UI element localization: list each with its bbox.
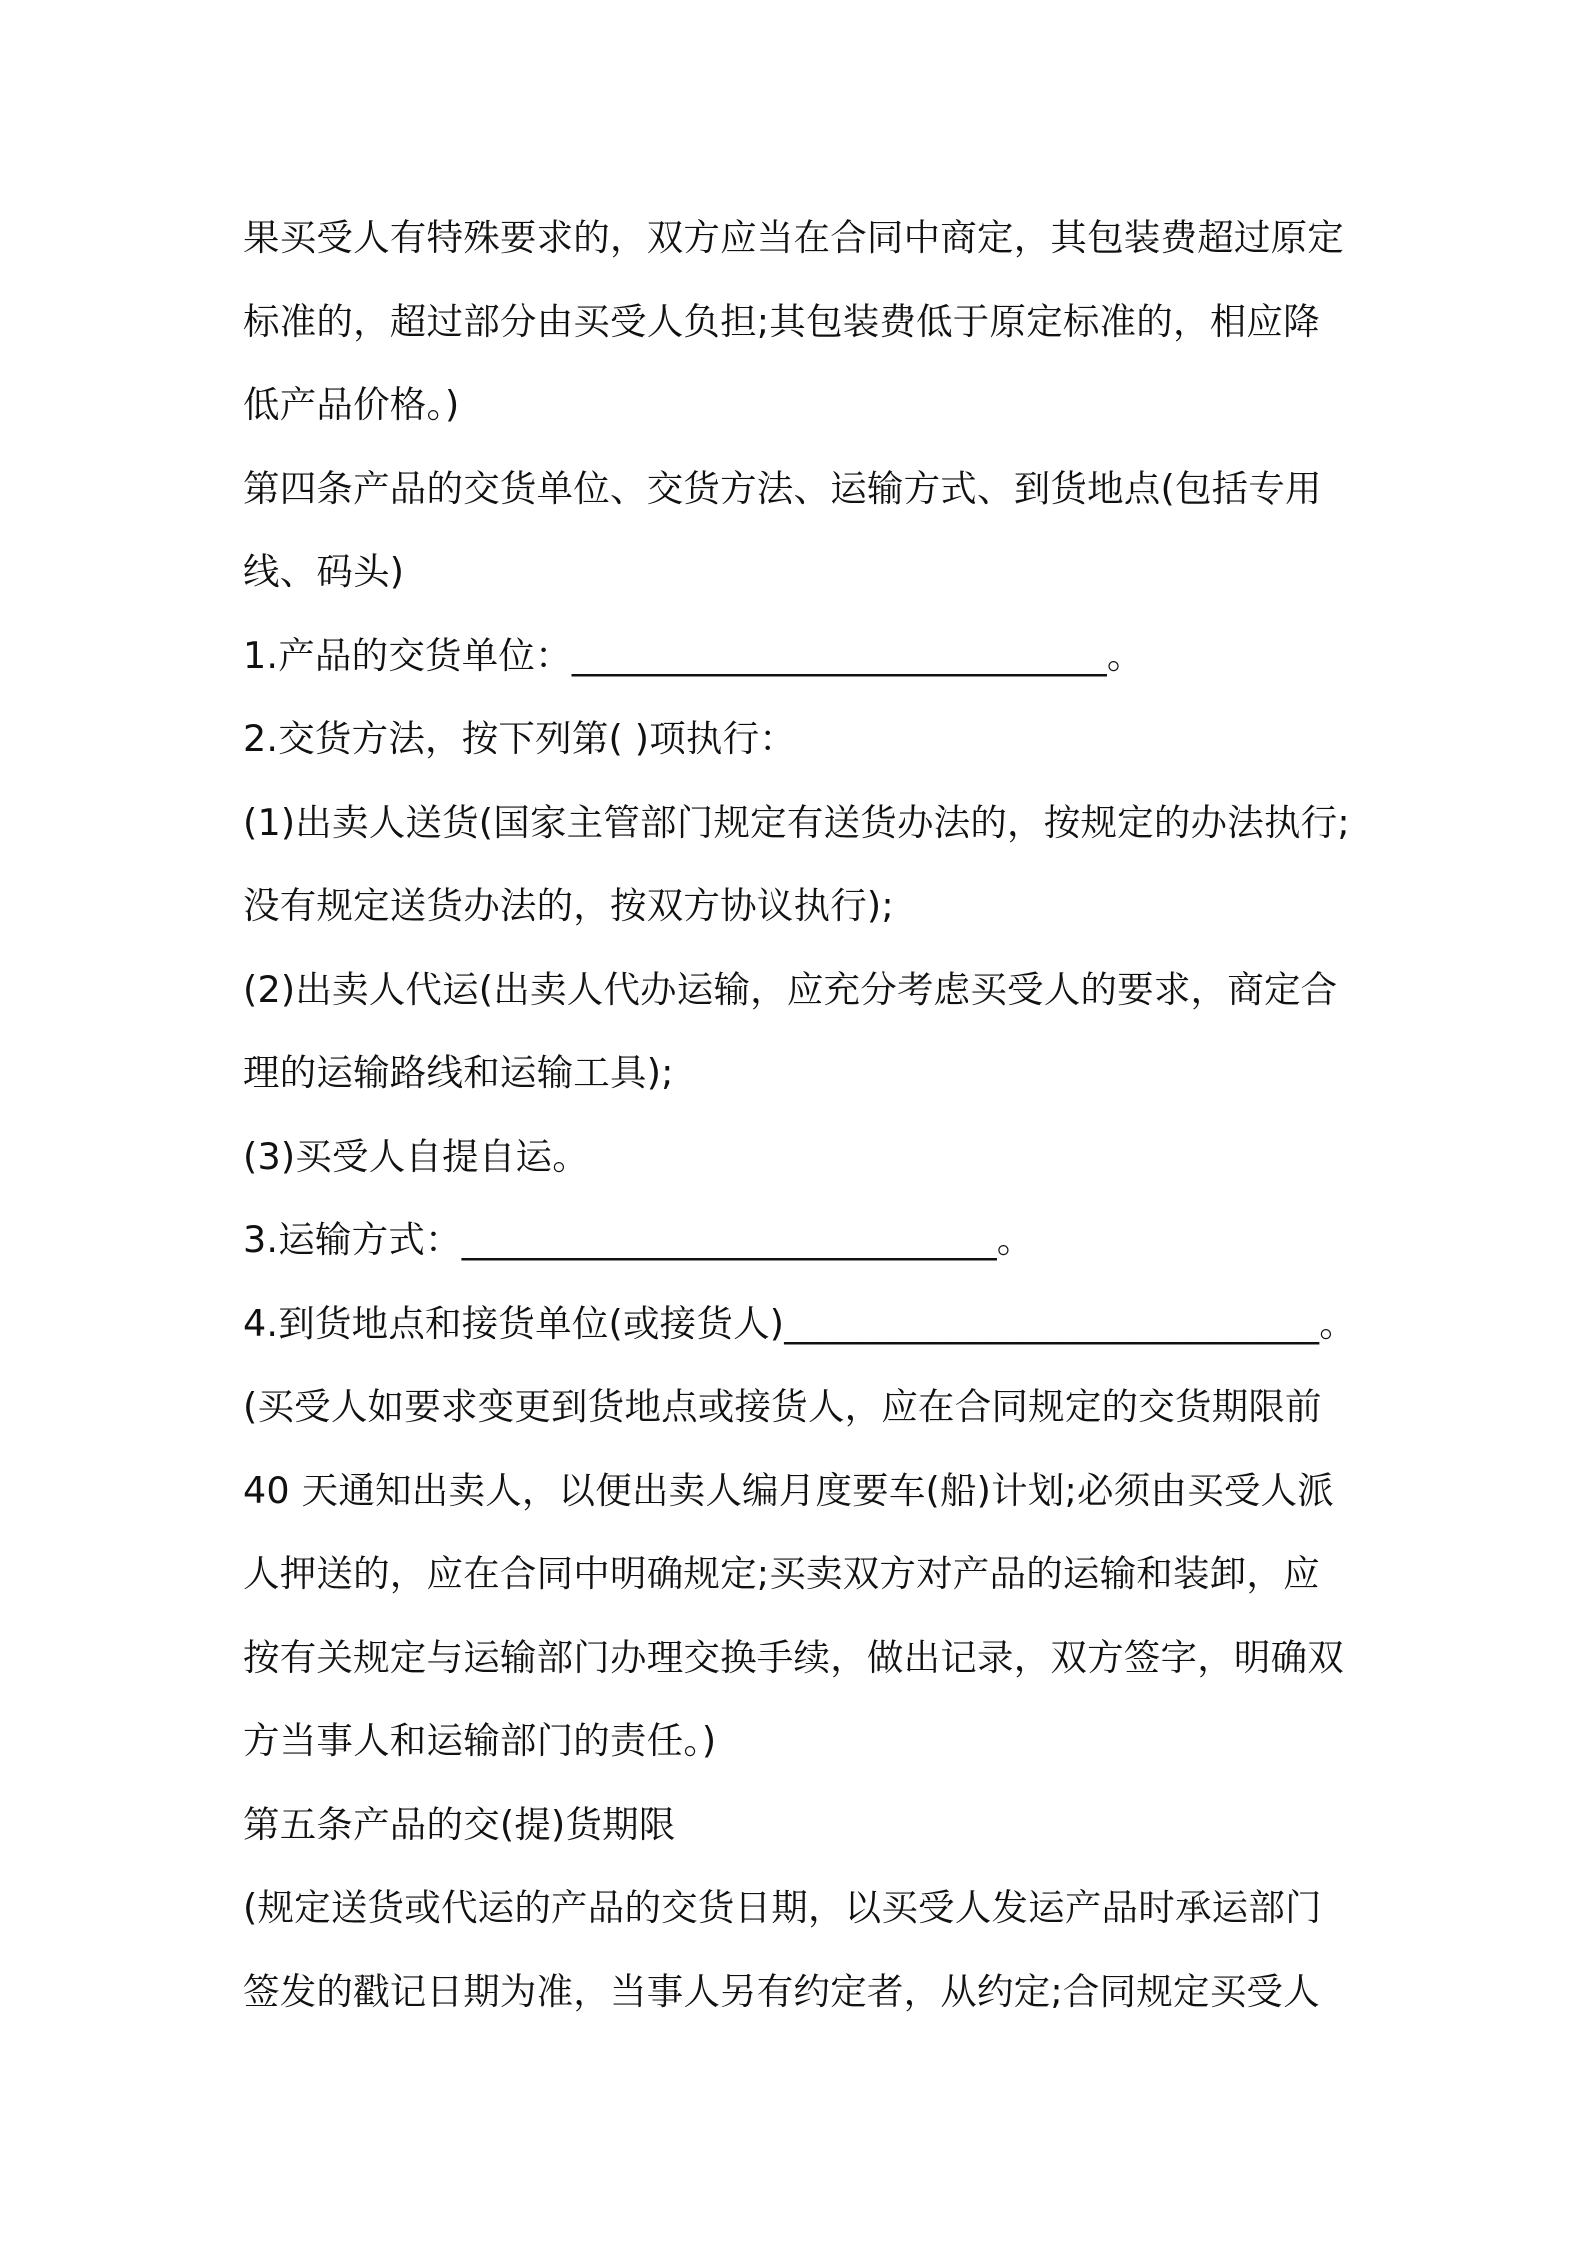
text-line: 40 天通知出卖人，以便出卖人编月度要车(船)计划;必须由买受人派 (243, 1468, 1334, 1512)
article-heading: 第五条产品的交(提)货期限 (243, 1802, 676, 1846)
text-line: 4.到货地点和接货单位(或接货人)_____________________________。 (243, 1301, 1356, 1345)
text-line: 理的运输路线和运输工具); (243, 1051, 674, 1094)
text-line: 线、码头) (243, 550, 405, 593)
text-line: (规定送货或代运的产品的交货日期，以买受人发运产品时承运部门 (243, 1886, 1322, 1929)
text-line: 按有关规定与运输部门办理交换手续，做出记录，双方签字，明确双 (243, 1635, 1344, 1679)
text-line: (3)买受人自提自运。 (243, 1134, 589, 1178)
text-line: (买受人如要求变更到货地点或接货人，应在合同规定的交货期限前 (243, 1385, 1322, 1428)
text-line: 方当事人和运输部门的责任。) (243, 1719, 717, 1762)
text-line: 没有规定送货办法的，按双方协议执行); (243, 884, 894, 927)
text-line: 标准的，超过部分由买受人负担;其包装费低于原定标准的，相应降 (243, 299, 1320, 343)
text-line: (1)出卖人送货(国家主管部门规定有送货办法的，按规定的办法执行; (243, 800, 1350, 844)
text-line: 1.产品的交货单位：_____________________________。 (243, 633, 1144, 677)
text-line: 果买受人有特殊要求的，双方应当在合同中商定，其包装费超过原定 (243, 216, 1344, 259)
article-heading: 第四条产品的交货单位、交货方法、运输方式、到货地点(包括专用 (243, 466, 1322, 510)
document-body (243, 196, 1363, 2033)
text-line: 签发的戳记日期为准，当事人另有约定者，从约定;合同规定买受人 (243, 1969, 1320, 2013)
text-line: 人押送的，应在合同中明确规定;买卖双方对产品的运输和装卸，应 (243, 1552, 1320, 1595)
text-line: 低产品价格。) (243, 383, 460, 426)
text-line: 3.运输方式：_____________________________。 (243, 1218, 1034, 1261)
text-line: 2.交货方法，按下列第( )项执行： (243, 717, 797, 760)
text-line: (2)出卖人代运(出卖人代办运输，应充分考虑买受人的要求，商定合 (243, 967, 1338, 1011)
